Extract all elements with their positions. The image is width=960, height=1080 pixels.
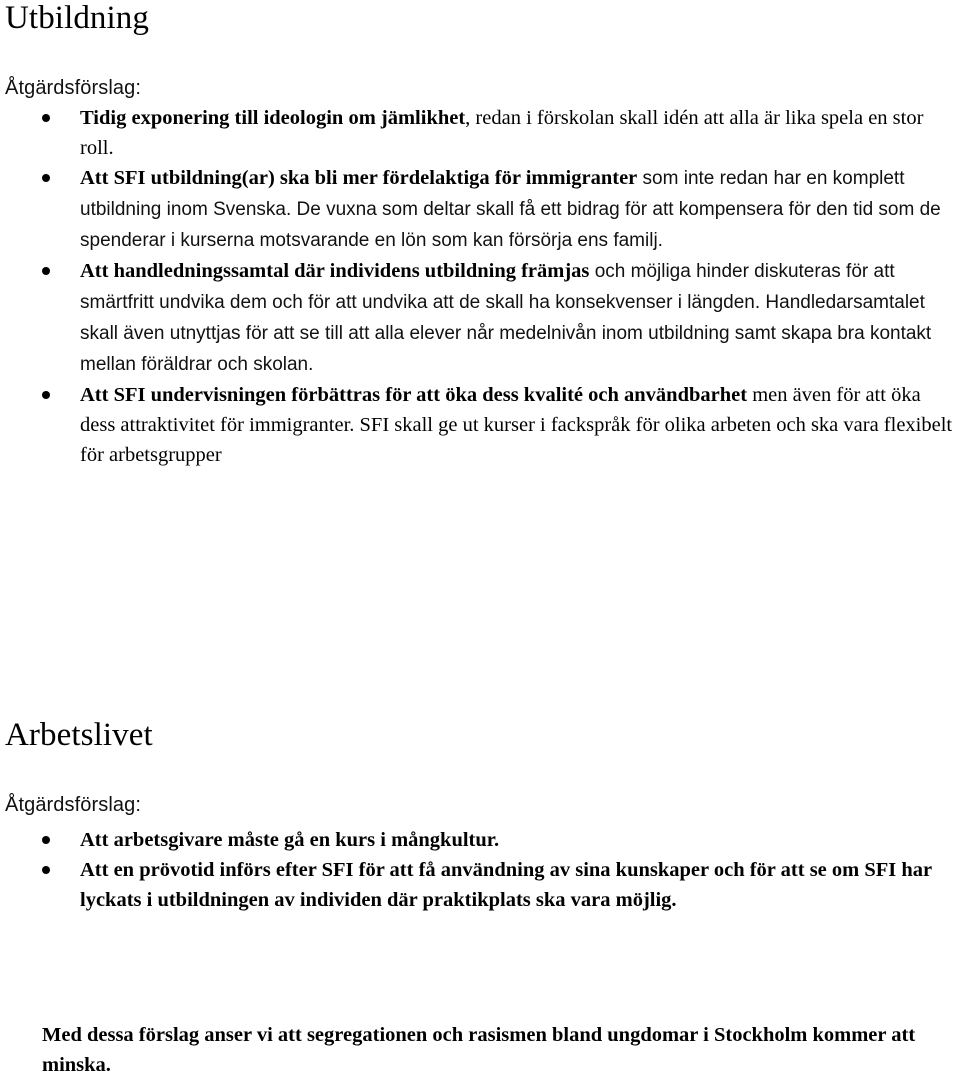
list-item bbox=[0, 380, 960, 470]
list-item-bold: Att handledningssamtal där individens utbildning främjas bbox=[80, 260, 590, 282]
section-heading-arbetslivet: Arbetslivet bbox=[5, 717, 153, 753]
bullet-icon bbox=[42, 114, 50, 122]
list-item bbox=[0, 825, 960, 855]
bullet-list-utbildning bbox=[0, 103, 960, 470]
list-item bbox=[0, 163, 960, 256]
list-item-text: , redan i förskolan skall idén att alla är lika spela en stor roll. bbox=[80, 107, 924, 159]
list-item-bold: Att SFI undervisningen förbättras för att öka dess kvalité och användbarhet bbox=[80, 384, 748, 406]
list-item-bold: Att en prövotid införs efter SFI för att få användning av sina kunskaper och för att se om SFI har lyckats i utbildningen av individen där praktikplats ska vara möjlig. bbox=[80, 859, 932, 911]
list-item-bold: Att SFI utbildning(ar) ska bli mer fördelaktiga för immigranter bbox=[80, 167, 638, 189]
closing-statement: Med dessa förslag anser vi att segregationen och rasismen bland ungdomar i Stockholm kommer att minska. bbox=[42, 1024, 916, 1076]
bullet-icon bbox=[42, 866, 50, 874]
bullet-icon bbox=[42, 174, 50, 182]
section-subheading-utbildning: Åtgärdsförslag: bbox=[5, 77, 142, 99]
bullet-icon bbox=[42, 391, 50, 399]
bullet-list-arbetslivet bbox=[0, 825, 960, 915]
list-item-bold: Tidig exponering till ideologin om jämlikhet bbox=[80, 107, 466, 129]
bullet-icon bbox=[42, 836, 50, 844]
list-item bbox=[0, 256, 960, 380]
list-item-text: som inte redan har en komplett utbildning inom Svenska. De vuxna som deltar skall få ett bidrag för att kompensera för den tid som de spenderar i kurserna motsvarande en lön som kan försörja ens familj. bbox=[80, 168, 941, 251]
list-item-text: och möjliga hinder diskuteras för att smärtfritt undvika dem och för att undvika att de skall ha konsekvenser i längden. Handledarsamtalet skall även utnyttjas för att se till att alla elever når medelnivån inom utbildning samt skapa bra kontakt mellan föräldrar och skolan. bbox=[80, 261, 932, 375]
section-subheading-arbetslivet: Åtgärdsförslag: bbox=[5, 794, 142, 816]
list-item-text: men även för att öka dess attraktivitet för immigranter. SFI skall ge ut kurser i fackspråk för olika arbeten och ska vara flexibelt för arbetsgrupper bbox=[80, 384, 953, 466]
bullet-icon bbox=[42, 267, 50, 275]
list-item bbox=[0, 103, 960, 163]
list-item-bold: Att arbetsgivare måste gå en kurs i mångkultur. bbox=[80, 829, 500, 851]
section-heading-utbildning: Utbildning bbox=[5, 0, 150, 36]
list-item bbox=[0, 855, 960, 915]
